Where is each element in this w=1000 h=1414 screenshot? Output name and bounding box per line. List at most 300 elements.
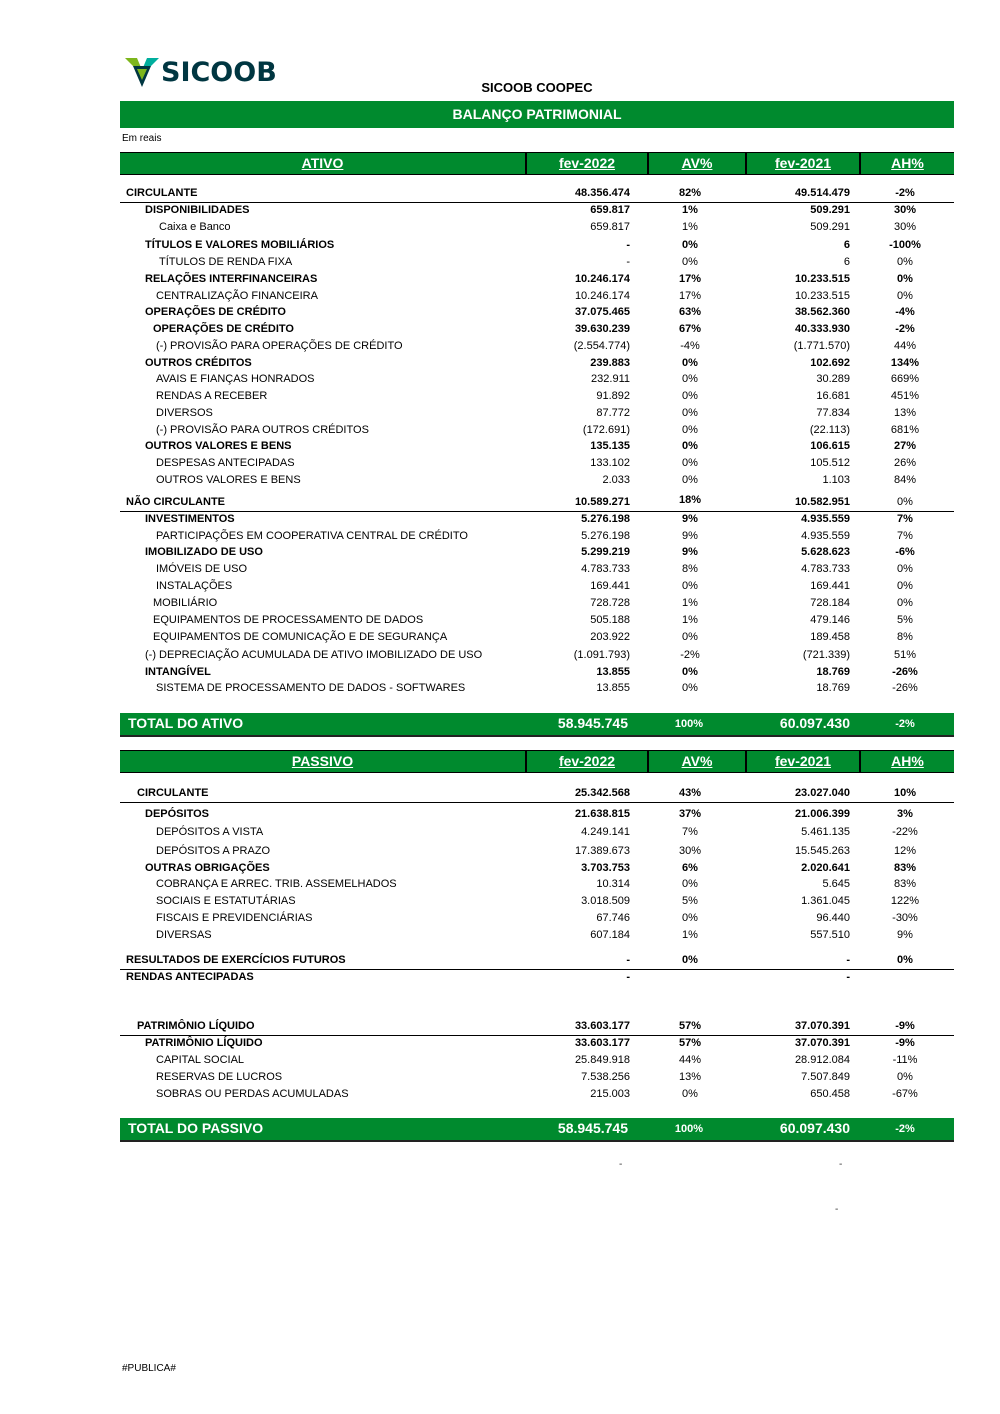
row-label: NÃO CIRCULANTE	[126, 496, 225, 508]
row-value-2022: 2.033	[602, 474, 630, 486]
row-value-2022: 67.746	[596, 912, 630, 924]
row-value-2022: 203.922	[590, 631, 630, 643]
row-label: RENDAS ANTECIPADAS	[126, 971, 254, 983]
row-ah: 9%	[897, 929, 913, 941]
row-value-2022: -	[626, 256, 630, 268]
row-label: DIVERSOS	[156, 407, 213, 419]
trailing-dash: -	[619, 1159, 623, 1170]
row-av: 7%	[682, 826, 698, 838]
row-ah: 13%	[893, 407, 917, 419]
row-label: CIRCULANTE	[137, 787, 209, 799]
row-ah: 5%	[897, 614, 913, 626]
total-ativo-row	[120, 713, 954, 737]
row-value-2022: 5.299.219	[581, 546, 630, 558]
row-label: IMOBILIZADO DE USO	[145, 546, 263, 558]
row-av: 0%	[682, 256, 698, 268]
trailing-dash: -	[839, 1159, 843, 1170]
row-value-2021: 18.769	[816, 666, 850, 678]
passivo-col-ah: AH%	[891, 753, 924, 769]
row-value-2021: 37.070.391	[794, 1037, 850, 1049]
total-av: 100%	[674, 718, 704, 730]
row-value-2021: 23.027.040	[794, 787, 850, 799]
row-label: EQUIPAMENTOS DE PROCESSAMENTO DE DADOS	[153, 614, 424, 626]
row-value-2022: 4.249.141	[581, 826, 630, 838]
row-av: 0%	[682, 373, 698, 385]
row-av: 13%	[678, 1071, 702, 1083]
row-label: DEPÓSITOS	[145, 808, 209, 820]
table-row	[120, 561, 954, 578]
row-ah: 12%	[893, 845, 917, 857]
row-ah: 27%	[893, 440, 917, 452]
row-ah: 83%	[893, 862, 917, 874]
row-label: RELAÇÕES INTERFINANCEIRAS	[145, 273, 318, 285]
table-row	[120, 288, 954, 305]
row-value-2021: 49.514.479	[794, 187, 850, 199]
row-av: 17%	[678, 290, 702, 302]
row-label: TÍTULOS DE RENDA FIXA	[159, 256, 293, 268]
row-value-2022: 232.911	[591, 373, 630, 385]
row-value-2021: 18.769	[816, 682, 850, 694]
row-value-2022: 3.703.753	[581, 862, 630, 874]
row-ah: 0%	[897, 273, 913, 285]
row-ah: 0%	[897, 563, 913, 575]
row-value-2021: 16.681	[816, 390, 850, 402]
row-value-2021: (22.113)	[809, 424, 850, 436]
table-row	[120, 1052, 954, 1069]
row-av: -4%	[680, 340, 700, 352]
row-value-2022: -	[626, 971, 630, 983]
passivo-header	[120, 750, 954, 773]
table-row	[120, 511, 954, 528]
row-value-2021: -	[846, 971, 850, 983]
table-row	[120, 785, 954, 803]
row-ah: -30%	[892, 912, 918, 924]
row-ah: 10%	[893, 787, 917, 799]
table-row	[120, 455, 954, 472]
row-value-2022: 25.849.918	[574, 1054, 630, 1066]
row-av: 1%	[682, 929, 698, 941]
row-value-2022: 21.638.815	[574, 808, 630, 820]
row-label: SOBRAS OU PERDAS ACUMULADAS	[156, 1088, 349, 1100]
row-value-2022: 728.728	[590, 597, 630, 609]
table-row	[120, 321, 954, 338]
table-row	[120, 544, 954, 561]
row-ah: 83%	[893, 878, 917, 890]
total-value-2021: 60.097.430	[779, 1120, 850, 1136]
total-ah: -2%	[895, 1123, 915, 1135]
row-av: 44%	[678, 1054, 702, 1066]
row-ah: 122%	[890, 895, 920, 907]
row-av: 0%	[682, 239, 698, 251]
row-label: DEPÓSITOS A VISTA	[156, 826, 264, 838]
row-value-2022: 13.855	[596, 682, 630, 694]
total-av: 100%	[674, 1123, 704, 1135]
row-label: SOCIAIS E ESTATUTÁRIAS	[156, 895, 296, 907]
row-av: 9%	[682, 530, 698, 542]
table-row	[120, 422, 954, 439]
table-row	[120, 355, 954, 372]
row-av: 57%	[678, 1037, 702, 1049]
row-label: OUTROS VALORES E BENS	[156, 474, 301, 486]
row-ah: 0%	[897, 597, 913, 609]
row-label: OUTROS CRÉDITOS	[145, 357, 252, 369]
row-label: (-) DEPRECIAÇÃO ACUMULADA DE ATIVO IMOBILIZADO DE USO	[145, 649, 483, 661]
row-ah: 7%	[897, 530, 913, 542]
row-value-2022: 505.188	[590, 614, 630, 626]
table-row	[120, 893, 954, 910]
row-av: 6%	[682, 862, 698, 874]
row-ah: 0%	[897, 290, 913, 302]
row-value-2021: 6	[843, 239, 850, 251]
row-label: OPERAÇÕES DE CRÉDITO	[153, 323, 294, 335]
row-av: -2%	[680, 649, 700, 661]
row-ah: 681%	[890, 424, 920, 436]
row-label: INVESTIMENTOS	[145, 513, 235, 525]
row-value-2022: 7.538.256	[581, 1071, 630, 1083]
row-value-2021: 37.070.391	[794, 1020, 850, 1032]
row-ah: -9%	[895, 1020, 915, 1032]
row-label: INSTALAÇÕES	[156, 580, 233, 592]
row-label: CIRCULANTE	[126, 187, 198, 199]
row-ah: 669%	[890, 373, 920, 385]
table-row	[120, 237, 954, 254]
row-value-2022: 48.356.474	[574, 187, 630, 199]
row-value-2022: 33.603.177	[574, 1020, 630, 1032]
table-row	[120, 528, 954, 545]
row-label: TÍTULOS E VALORES MOBILIÁRIOS	[145, 239, 335, 251]
row-av: 57%	[678, 1020, 702, 1032]
row-av: 0%	[682, 357, 698, 369]
row-label: OUTRAS OBRIGAÇÕES	[145, 862, 270, 874]
row-value-2021: 28.912.084	[794, 1054, 850, 1066]
row-value-2021: 77.834	[816, 407, 850, 419]
row-av: 0%	[682, 457, 698, 469]
row-value-2021: 2.020.641	[801, 862, 850, 874]
row-ah: 30%	[893, 221, 917, 233]
row-label: COBRANÇA E ARREC. TRIB. ASSEMELHADOS	[156, 878, 397, 890]
table-row	[120, 952, 954, 970]
ativo-col-av: AV%	[681, 155, 713, 171]
row-ah: 7%	[897, 513, 913, 525]
row-value-2021: 509.291	[810, 221, 850, 233]
row-label: PATRIMÔNIO LÍQUIDO	[137, 1020, 255, 1032]
table-row	[120, 969, 954, 986]
row-av: 1%	[682, 597, 698, 609]
row-av: 1%	[682, 221, 698, 233]
unit-label: Em reais	[122, 133, 162, 144]
row-value-2021: 10.582.951	[794, 496, 850, 508]
row-value-2021: 40.333.930	[794, 323, 850, 335]
row-value-2022: 133.102	[590, 457, 630, 469]
logo-text: SICOOB	[161, 56, 277, 88]
row-value-2021: 189.458	[810, 631, 850, 643]
row-value-2022: 659.817	[590, 204, 630, 216]
row-value-2021: 10.233.515	[794, 273, 850, 285]
total-value-2022: 58.945.745	[557, 715, 628, 731]
row-ah: 0%	[897, 496, 913, 508]
row-value-2021: 169.441	[810, 580, 850, 592]
row-av: 9%	[682, 546, 698, 558]
organization-name: SICOOB COOPEC	[481, 80, 593, 95]
row-ah: 451%	[890, 390, 920, 402]
total-label: TOTAL DO ATIVO	[128, 715, 244, 731]
row-value-2021: 1.361.045	[801, 895, 850, 907]
row-value-2022: -	[626, 954, 630, 966]
row-label: RESULTADOS DE EXERCÍCIOS FUTUROS	[126, 954, 346, 966]
table-row	[120, 438, 954, 455]
row-label: FISCAIS E PREVIDENCIÁRIAS	[156, 912, 313, 924]
row-value-2022: 5.276.198	[581, 530, 630, 542]
row-label: (-) PROVISÃO PARA OUTROS CRÉDITOS	[156, 424, 369, 436]
row-value-2021: 5.461.135	[801, 826, 850, 838]
row-ah: 26%	[893, 457, 917, 469]
row-av: 0%	[682, 682, 698, 694]
ativo-col-fev2021: fev-2021	[774, 155, 832, 171]
row-label: Caixa e Banco	[159, 221, 231, 233]
row-label: INTANGÍVEL	[145, 666, 211, 678]
passivo-col-av: AV%	[681, 753, 713, 769]
table-row	[120, 1018, 954, 1036]
row-label: EQUIPAMENTOS DE COMUNICAÇÃO E DE SEGURANÇA	[153, 631, 448, 643]
row-ah: 8%	[897, 631, 913, 643]
row-value-2022: 33.603.177	[574, 1037, 630, 1049]
row-ah: 0%	[897, 256, 913, 268]
footer-tag: #PUBLICA#	[122, 1363, 176, 1374]
row-value-2022: 39.630.239	[574, 323, 630, 335]
ativo-col-title: ATIVO	[301, 155, 344, 171]
row-av: 0%	[682, 424, 698, 436]
row-value-2022: 239.883	[590, 357, 630, 369]
table-row	[120, 371, 954, 388]
row-av: 0%	[682, 390, 698, 402]
row-label: MOBILIÁRIO	[153, 597, 218, 609]
row-value-2022: (172.691)	[582, 424, 630, 436]
row-value-2022: 10.246.174	[574, 290, 630, 302]
table-row	[120, 578, 954, 595]
table-row	[120, 338, 954, 355]
row-av: 0%	[682, 666, 698, 678]
row-ah: -11%	[892, 1054, 918, 1066]
row-label: RENDAS A RECEBER	[156, 390, 268, 402]
table-row	[120, 1069, 954, 1086]
table-row	[120, 647, 954, 664]
row-av: 0%	[682, 407, 698, 419]
row-value-2022: 17.389.673	[574, 845, 630, 857]
row-value-2021: 102.692	[810, 357, 850, 369]
row-av: 1%	[682, 614, 698, 626]
row-av: 37%	[678, 808, 702, 820]
row-value-2022: 607.184	[590, 929, 630, 941]
table-row	[120, 1035, 954, 1052]
row-value-2022: 3.018.509	[581, 895, 630, 907]
row-label: CENTRALIZAÇÃO FINANCEIRA	[156, 290, 318, 302]
row-value-2022: 91.892	[596, 390, 630, 402]
row-value-2021: 10.233.515	[794, 290, 850, 302]
row-value-2021: 105.512	[810, 457, 850, 469]
row-ah: 0%	[897, 1071, 913, 1083]
trailing-dash: -	[835, 1204, 839, 1215]
row-label: PATRIMÔNIO LÍQUIDO	[145, 1037, 263, 1049]
row-av: 17%	[678, 273, 702, 285]
row-label: OPERAÇÕES DE CRÉDITO	[145, 306, 286, 318]
row-value-2021: 4.935.559	[801, 530, 850, 542]
row-av: 43%	[678, 787, 702, 799]
row-value-2021: 38.562.360	[794, 306, 850, 318]
row-ah: -9%	[895, 1037, 915, 1049]
row-value-2022: 10.246.174	[574, 273, 630, 285]
row-value-2021: 21.006.399	[794, 808, 850, 820]
passivo-col-title: PASSIVO	[291, 753, 354, 769]
row-label: (-) PROVISÃO PARA OPERAÇÕES DE CRÉDITO	[156, 340, 403, 352]
ativo-header	[120, 152, 954, 175]
row-label: CAPITAL SOCIAL	[156, 1054, 245, 1066]
row-av: 8%	[682, 563, 698, 575]
row-label: IMÓVEIS DE USO	[156, 563, 248, 575]
table-row	[120, 202, 954, 219]
row-av: 0%	[682, 878, 698, 890]
row-value-2021: (1.771.570)	[793, 340, 850, 352]
total-label: TOTAL DO PASSIVO	[128, 1120, 264, 1136]
total-ah: -2%	[895, 718, 915, 730]
row-value-2021: 7.507.849	[801, 1071, 850, 1083]
row-label: DESPESAS ANTECIPADAS	[156, 457, 295, 469]
row-av: 0%	[682, 440, 698, 452]
row-ah: -2%	[895, 187, 915, 199]
row-value-2021: 4.783.733	[801, 563, 850, 575]
row-label: PARTICIPAÇÕES EM COOPERATIVA CENTRAL DE CRÉDITO	[156, 530, 468, 542]
row-av: 30%	[678, 845, 702, 857]
table-row	[120, 219, 954, 236]
row-av: 0%	[682, 954, 698, 966]
row-value-2021: 728.184	[810, 597, 850, 609]
total-passivo-row	[120, 1118, 954, 1142]
row-ah: 84%	[893, 474, 917, 486]
row-av: 0%	[682, 912, 698, 924]
row-av: 0%	[682, 631, 698, 643]
row-ah: 44%	[893, 340, 917, 352]
row-value-2022: -	[626, 239, 630, 251]
document-title: BALANÇO PATRIMONIAL	[120, 101, 954, 128]
row-ah: 0%	[897, 954, 913, 966]
table-row	[120, 254, 954, 271]
row-av: 82%	[678, 187, 702, 199]
table-row	[120, 629, 954, 646]
table-row	[120, 304, 954, 321]
row-label: OUTROS VALORES E BENS	[145, 440, 292, 452]
table-row	[120, 680, 954, 697]
row-value-2021: 1.103	[822, 474, 850, 486]
row-av: 0%	[682, 474, 698, 486]
row-value-2022: 37.075.465	[574, 306, 630, 318]
table-row	[120, 876, 954, 893]
row-ah: -2%	[895, 323, 915, 335]
table-row	[120, 1086, 954, 1103]
row-ah: -4%	[895, 306, 915, 318]
row-value-2022: 5.276.198	[581, 513, 630, 525]
row-value-2022: 87.772	[596, 407, 630, 419]
table-row	[120, 185, 954, 203]
total-value-2021: 60.097.430	[779, 715, 850, 731]
row-value-2021: 5.628.623	[801, 546, 850, 558]
row-av: 1%	[682, 204, 698, 216]
passivo-col-fev2021: fev-2021	[774, 753, 832, 769]
row-av: 18%	[678, 494, 702, 506]
row-value-2021: 4.935.559	[801, 513, 850, 525]
row-ah: -6%	[895, 546, 915, 558]
row-value-2021: 30.289	[816, 373, 850, 385]
row-value-2021: 509.291	[810, 204, 850, 216]
row-value-2021: 650.458	[810, 1088, 850, 1100]
row-value-2022: 659.817	[590, 221, 630, 233]
table-row	[120, 860, 954, 877]
row-av: 0%	[682, 1088, 698, 1100]
row-value-2021: 106.615	[810, 440, 850, 452]
table-row	[120, 824, 954, 841]
row-label: DIVERSAS	[156, 929, 212, 941]
row-value-2022: 25.342.568	[574, 787, 630, 799]
table-row	[120, 910, 954, 927]
table-row	[120, 612, 954, 629]
row-value-2021: 557.510	[810, 929, 850, 941]
table-row	[120, 494, 954, 512]
table-row	[120, 806, 954, 823]
row-value-2022: 10.589.271	[574, 496, 630, 508]
table-row	[120, 271, 954, 288]
row-ah: 3%	[897, 808, 913, 820]
row-value-2021: 15.545.263	[794, 845, 850, 857]
row-ah: -22%	[892, 826, 918, 838]
row-ah: 134%	[890, 357, 920, 369]
table-row	[120, 843, 954, 860]
row-ah: -100%	[889, 239, 921, 251]
ativo-col-ah: AH%	[891, 155, 924, 171]
row-label: AVAIS E FIANÇAS HONRADOS	[156, 373, 315, 385]
row-value-2022: 169.441	[590, 580, 630, 592]
row-label: SISTEMA DE PROCESSAMENTO DE DADOS - SOFTWARES	[156, 682, 466, 694]
row-av: 67%	[678, 323, 702, 335]
row-ah: -26%	[892, 682, 918, 694]
row-ah: -67%	[892, 1088, 918, 1100]
row-value-2022: (2.554.774)	[573, 340, 630, 352]
row-value-2021: -	[846, 954, 850, 966]
table-row	[120, 388, 954, 405]
total-value-2022: 58.945.745	[557, 1120, 628, 1136]
row-av: 5%	[682, 895, 698, 907]
row-av: 0%	[682, 580, 698, 592]
row-value-2022: 10.314	[596, 878, 630, 890]
row-av: 63%	[678, 306, 702, 318]
row-value-2021: 96.440	[816, 912, 850, 924]
table-row	[120, 595, 954, 612]
row-ah: 51%	[893, 649, 917, 661]
row-value-2021: 5.645	[822, 878, 850, 890]
row-value-2021: (721.339)	[802, 649, 850, 661]
table-row	[120, 405, 954, 422]
table-row	[120, 927, 954, 944]
row-value-2022: 4.783.733	[581, 563, 630, 575]
passivo-col-fev2022: fev-2022	[558, 753, 616, 769]
row-value-2022: 215.003	[590, 1088, 630, 1100]
row-value-2022: (1.091.793)	[573, 649, 630, 661]
row-label: RESERVAS DE LUCROS	[156, 1071, 283, 1083]
row-ah: -26%	[892, 666, 918, 678]
row-value-2021: 6	[843, 256, 850, 268]
row-av: 9%	[682, 513, 698, 525]
row-value-2022: 135.135	[590, 440, 630, 452]
row-ah: 0%	[897, 580, 913, 592]
table-row	[120, 472, 954, 489]
ativo-col-fev2022: fev-2022	[558, 155, 616, 171]
